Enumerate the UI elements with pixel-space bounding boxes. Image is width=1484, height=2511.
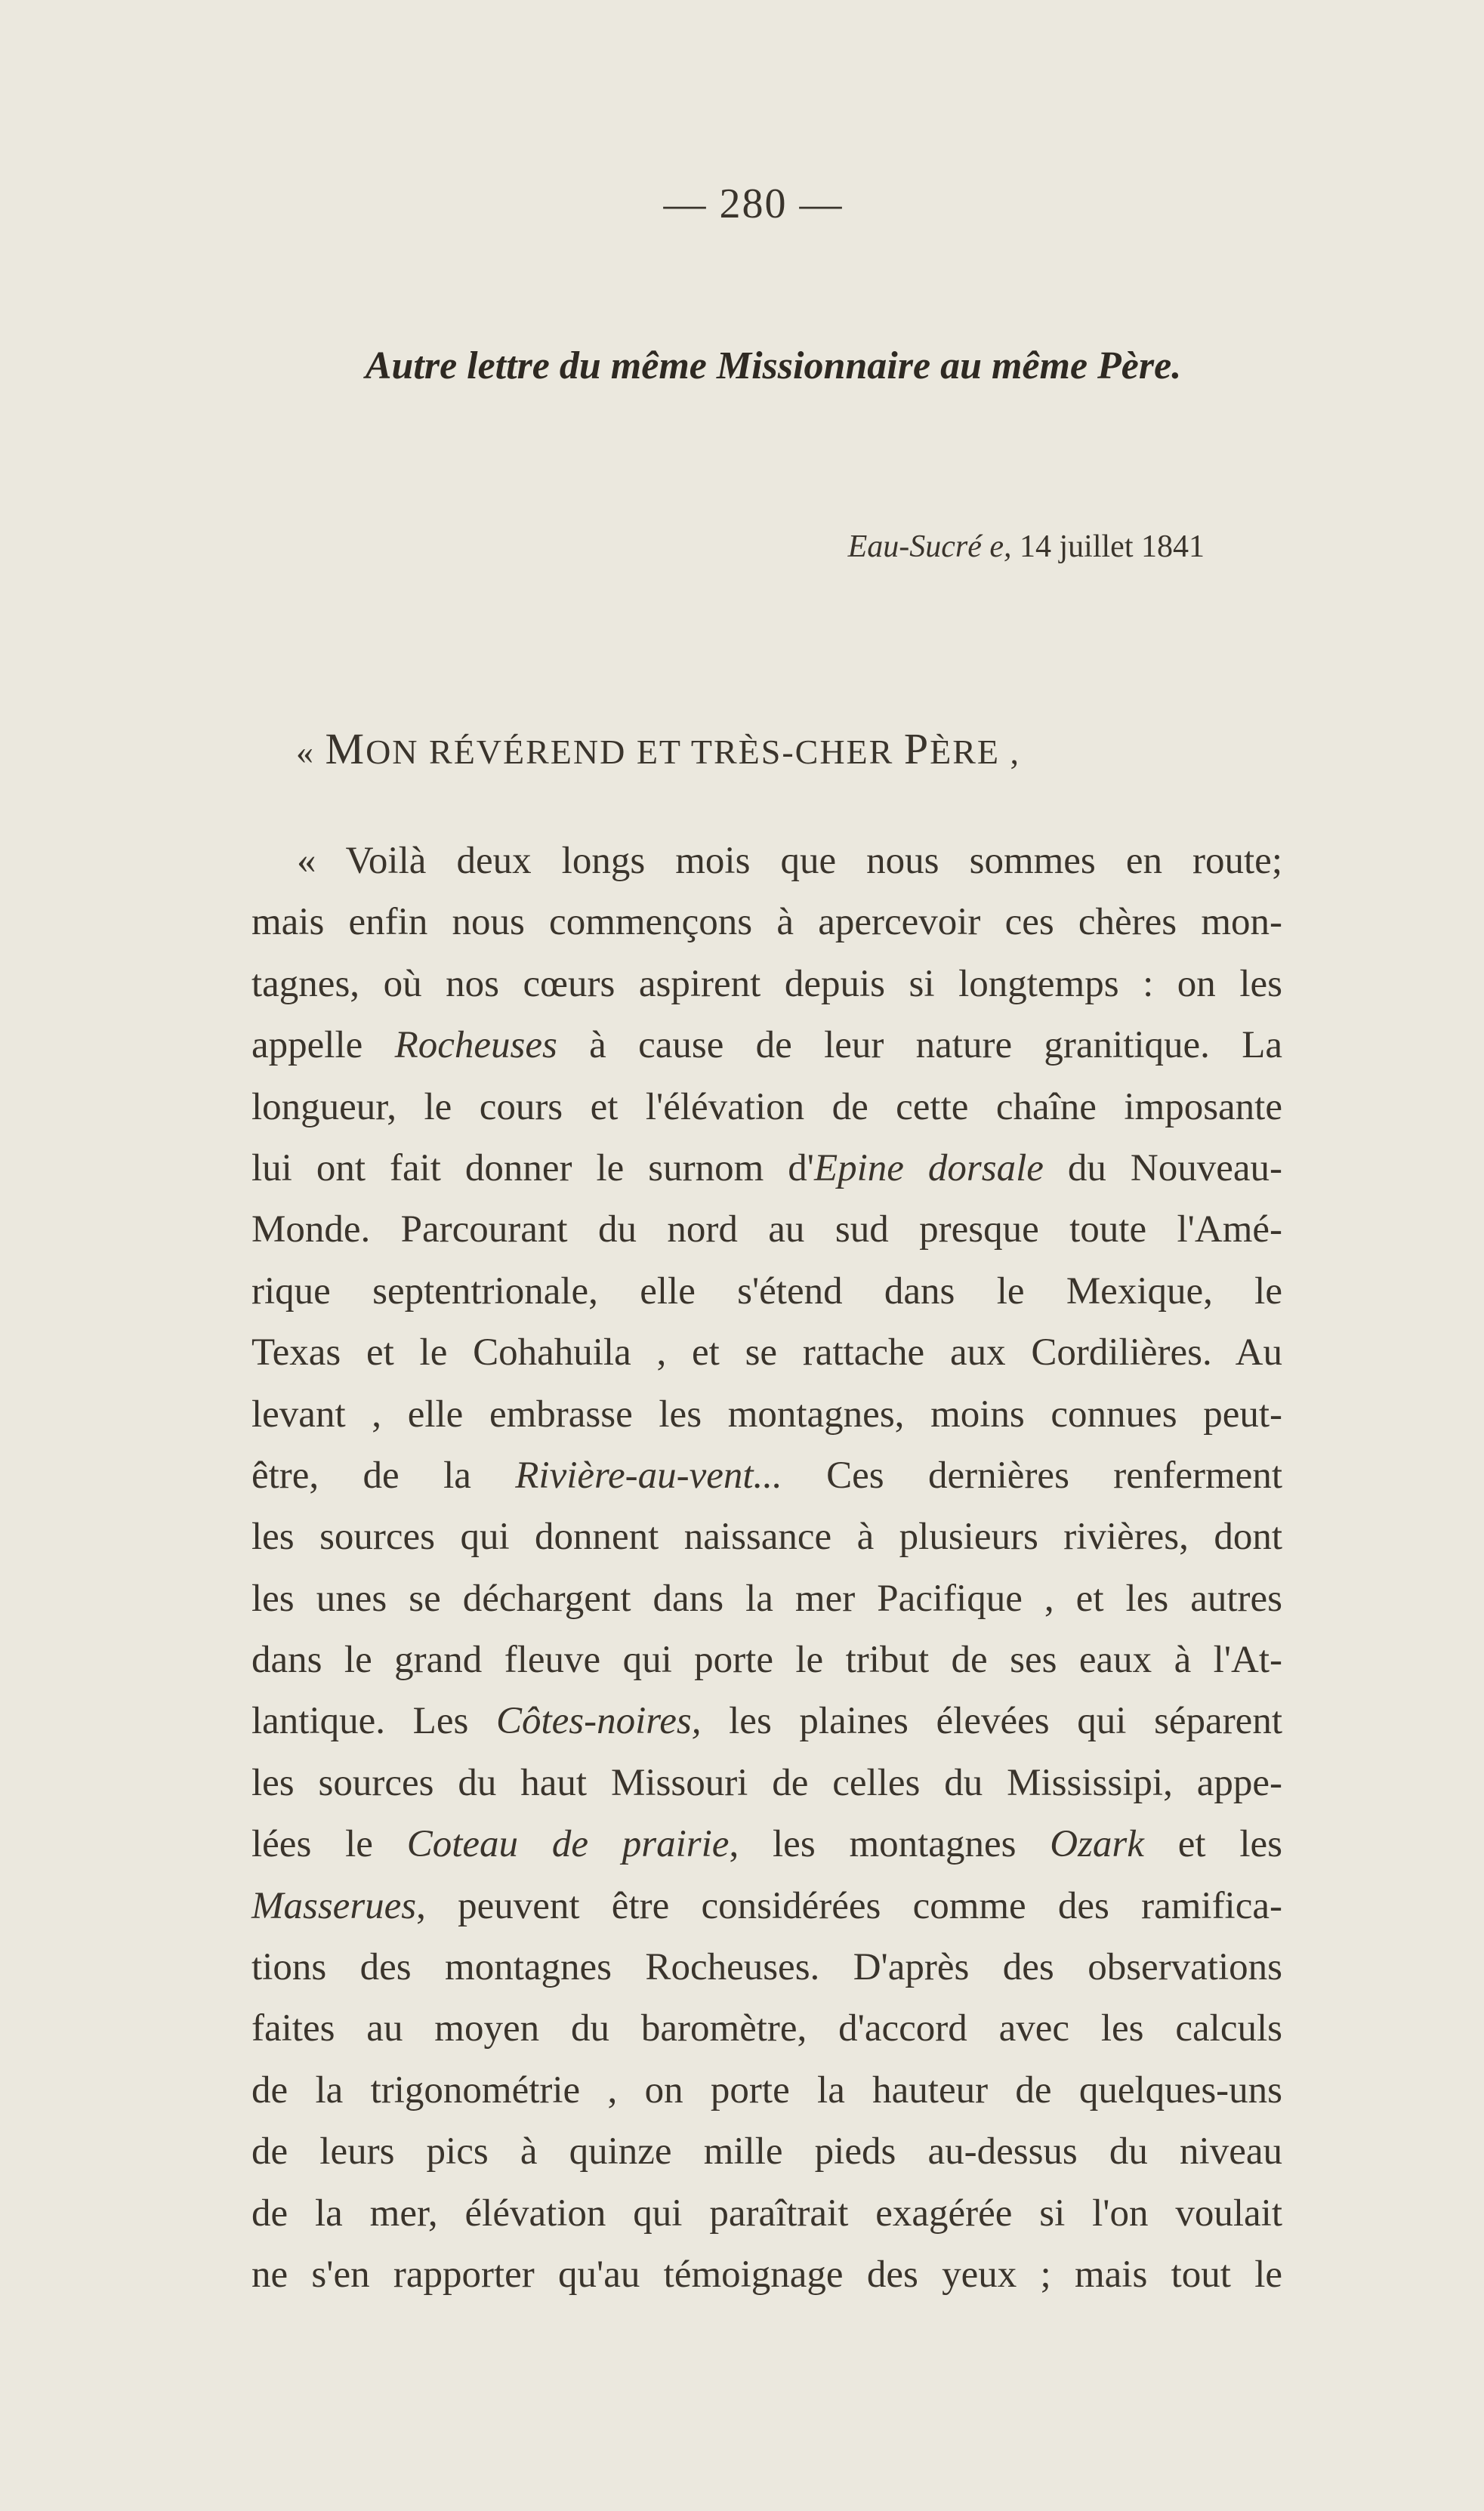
body-line bbox=[251, 1630, 1282, 1691]
body-line-text bbox=[251, 1015, 1282, 1076]
text-segment: dans le grand fleuve qui porte le tribut de ses eaux à l'At- bbox=[251, 1639, 1282, 1682]
body-line bbox=[251, 1814, 1282, 1875]
body-line bbox=[251, 2183, 1282, 2244]
text-segment: les sources qui donnent naissance à plusieurs rivières, dont bbox=[251, 1516, 1282, 1559]
text-segment: « Voilà deux longs mois que nous sommes en route; bbox=[297, 840, 1282, 882]
body-line-text bbox=[251, 2121, 1282, 2182]
body-line bbox=[251, 1322, 1282, 1384]
text-segment: lantique. Les bbox=[251, 1700, 496, 1743]
text-segment: Ces dernières renferment bbox=[782, 1454, 1282, 1497]
text-segment: les sources du haut Missouri de celles du Mississipi, appe- bbox=[251, 1761, 1282, 1804]
body-line bbox=[251, 1445, 1282, 1507]
body-line-text bbox=[251, 1998, 1282, 2059]
italic-term: Côtes-noires, bbox=[495, 1700, 702, 1743]
text-segment: et les bbox=[1143, 1823, 1282, 1866]
body-line bbox=[251, 2121, 1282, 2182]
text-segment: de leurs pics à quinze mille pieds au-dessus du niveau bbox=[251, 2130, 1282, 2173]
text-segment: , peuvent être considérées comme des ramifica- bbox=[416, 1884, 1282, 1927]
letter-body bbox=[251, 831, 1282, 2306]
body-line-text bbox=[251, 1569, 1282, 1630]
body-line-text bbox=[251, 954, 1282, 1015]
page-number: — 280 — bbox=[663, 180, 844, 227]
body-line-text bbox=[251, 831, 1282, 892]
text-segment: ne s'en rapporter qu'au témoignage des yeux ; mais tout le bbox=[251, 2253, 1282, 2296]
body-line-text bbox=[251, 1322, 1282, 1384]
body-line bbox=[251, 1261, 1282, 1322]
text-segment: rique septentrionale, elle s'étend dans le Mexique, le bbox=[251, 1269, 1282, 1313]
body-line-text bbox=[251, 1199, 1282, 1260]
text-segment: être, de la bbox=[251, 1454, 516, 1497]
italic-term: Epine dorsale bbox=[813, 1146, 1044, 1189]
text-segment: faites au moyen du baromètre, d'accord avec les calculs bbox=[251, 2007, 1282, 2050]
body-line bbox=[251, 892, 1282, 953]
body-line-text bbox=[251, 1384, 1282, 1445]
italic-term: Ozark bbox=[1050, 1823, 1144, 1866]
text-segment: lées le bbox=[251, 1823, 407, 1866]
dateline-place: Eau-Sucré e, bbox=[847, 529, 1012, 564]
body-line bbox=[251, 1138, 1282, 1199]
body-line-text bbox=[251, 1507, 1282, 1568]
body-line bbox=[251, 1569, 1282, 1630]
text-segment: à cause de leur nature granitique. La bbox=[557, 1024, 1283, 1067]
text-segment: les plaines élevées qui séparent bbox=[701, 1700, 1282, 1743]
text-segment: de la mer, élévation qui paraîtrait exagérée si l'on voulait bbox=[251, 2192, 1282, 2235]
text-segment: les unes se déchargent dans la mer Pacifique , et les autres bbox=[251, 1577, 1282, 1620]
body-line-text bbox=[251, 2183, 1282, 2244]
body-line-text bbox=[251, 2060, 1282, 2121]
salutation-quote: « bbox=[296, 733, 325, 771]
body-line bbox=[251, 1507, 1282, 1568]
italic-term: Masserues bbox=[251, 1884, 417, 1927]
dateline bbox=[848, 529, 1205, 565]
body-line-text bbox=[251, 1077, 1282, 1138]
body-line-text bbox=[251, 1876, 1282, 1937]
italic-term: Rivière-au-vent... bbox=[515, 1454, 782, 1497]
dateline-date: 14 juillet 1841 bbox=[1020, 529, 1205, 564]
text-segment: mais enfin nous commençons à apercevoir ces chères mon- bbox=[251, 901, 1282, 944]
italic-term: Coteau de prairie bbox=[406, 1823, 730, 1866]
letter-title: Autre lettre du même Missionnaire au même Père. bbox=[365, 344, 1182, 387]
text-segment: Monde. Parcourant du nord au sud presque toute l'Amé- bbox=[251, 1208, 1282, 1251]
salutation-text: ON RÉVÉREND ET TRÈS-CHER bbox=[366, 733, 904, 771]
body-line-text bbox=[251, 1261, 1282, 1322]
salutation-initial-p: P bbox=[903, 724, 930, 773]
body-line-text bbox=[251, 1691, 1282, 1752]
body-line bbox=[251, 1876, 1282, 1937]
text-segment: de la trigonométrie , on porte la hauteur de quelques-uns bbox=[251, 2068, 1282, 2112]
text-segment: lui ont fait donner le surnom d' bbox=[251, 1146, 814, 1189]
body-line bbox=[251, 954, 1282, 1015]
body-line bbox=[251, 1015, 1282, 1076]
body-line bbox=[251, 2060, 1282, 2121]
body-line bbox=[251, 2244, 1282, 2306]
salutation-text-end: ÈRE , bbox=[930, 733, 1020, 771]
italic-term: Rocheuses bbox=[394, 1024, 557, 1067]
body-line bbox=[251, 1384, 1282, 1445]
text-segment: Texas et le Cohahuila , et se rattache aux Cordilières. Au bbox=[251, 1331, 1282, 1374]
text-segment: du Nouveau- bbox=[1043, 1146, 1282, 1189]
body-line bbox=[251, 1199, 1282, 1260]
salutation-initial-m: M bbox=[325, 724, 366, 773]
body-line bbox=[251, 1753, 1282, 1814]
body-line-text bbox=[251, 1937, 1282, 1998]
body-line bbox=[251, 1077, 1282, 1138]
body-line-text bbox=[251, 1138, 1282, 1199]
text-segment: appelle bbox=[251, 1024, 395, 1067]
body-line-text bbox=[251, 1630, 1282, 1691]
salutation bbox=[296, 723, 1020, 774]
body-line bbox=[251, 831, 1282, 892]
text-segment: tions des montagnes Rocheuses. D'après des observations bbox=[251, 1946, 1282, 1989]
text-segment: levant , elle embrasse les montagnes, moins connues peut- bbox=[251, 1393, 1282, 1436]
body-line-text bbox=[251, 892, 1282, 953]
text-segment: longueur, le cours et l'élévation de cette chaîne imposante bbox=[251, 1085, 1282, 1128]
body-line bbox=[251, 1691, 1282, 1752]
text-segment: tagnes, où nos cœurs aspirent depuis si longtemps : on les bbox=[251, 962, 1282, 1005]
body-line-text bbox=[251, 1445, 1282, 1507]
body-line-text bbox=[251, 1753, 1282, 1814]
body-line bbox=[251, 1998, 1282, 2059]
body-line-text bbox=[251, 1814, 1282, 1875]
body-line bbox=[251, 1937, 1282, 1998]
body-line-text bbox=[251, 2244, 1282, 2306]
text-segment: , les montagnes bbox=[729, 1823, 1051, 1866]
